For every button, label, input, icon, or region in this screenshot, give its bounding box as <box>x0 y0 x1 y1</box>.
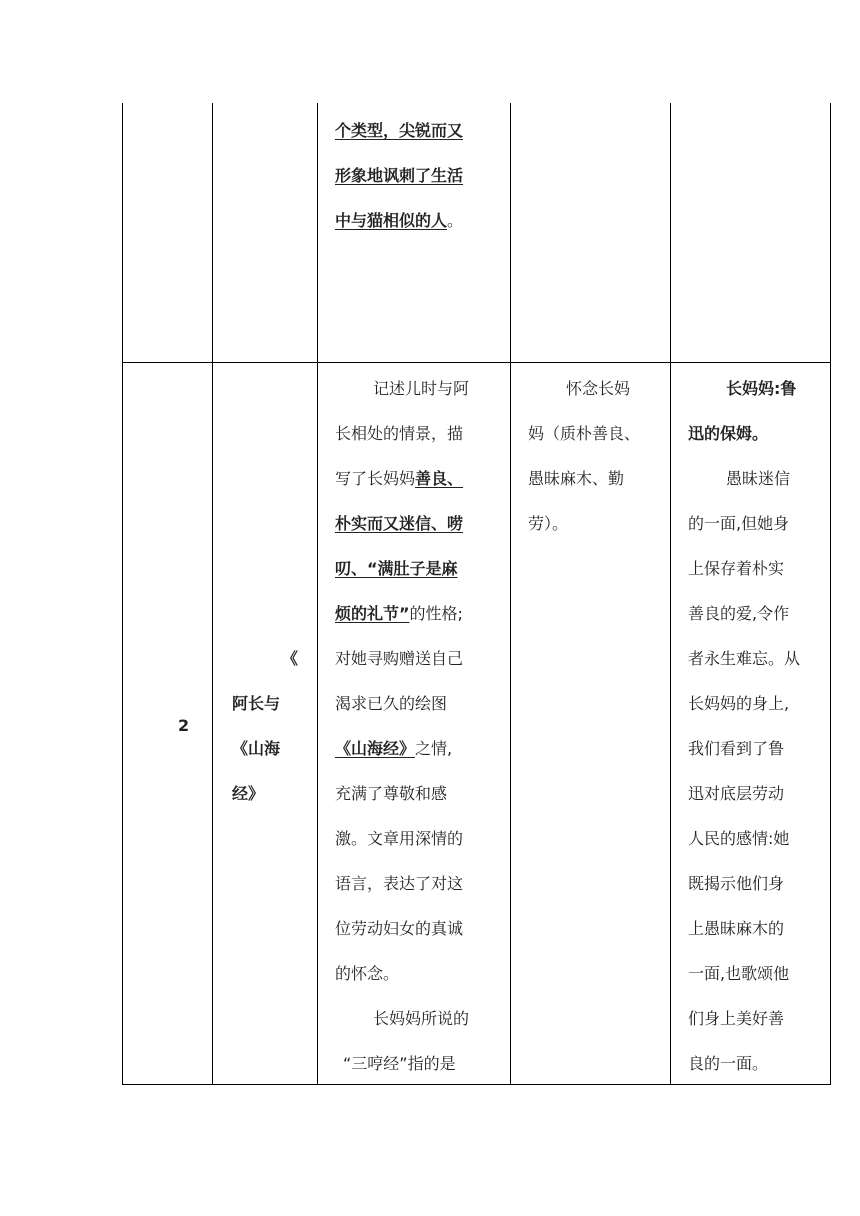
row2-summary-line <box>335 951 469 996</box>
row2-character-line <box>688 591 800 636</box>
row2-character-line <box>688 996 800 1041</box>
text-run: 形象地讽刺了生活 <box>335 166 464 185</box>
row2-title-line: 阿长与 <box>232 694 281 713</box>
text-run: 激。文章用深情的 <box>335 829 464 848</box>
row2-summary-line <box>335 726 469 771</box>
row2-theme-line: 劳）。 <box>528 514 569 533</box>
row2-character-line <box>688 636 800 681</box>
text-run: 善良、 <box>415 469 464 488</box>
row2-summary-cell <box>335 366 469 1086</box>
row2-summary-line <box>335 861 469 906</box>
text-run: 个类型，尖锐而又 <box>335 121 464 140</box>
row2-summary-line <box>335 546 469 591</box>
row2-summary-line <box>335 996 469 1041</box>
text-run: 迅对底层劳动 <box>688 784 785 803</box>
text-run: 。 <box>447 211 464 230</box>
row2-character-line <box>688 771 800 816</box>
text-run: 记述儿时与阿 <box>373 379 470 398</box>
row1-summary-line <box>335 198 463 243</box>
row2-summary-line <box>335 591 469 636</box>
row2-title-cell <box>232 636 298 816</box>
row2-summary-line <box>335 816 469 861</box>
text-run: 的怀念。 <box>335 964 400 983</box>
row2-character-line <box>688 816 800 861</box>
text-run: 上愚昧麻木的 <box>688 919 785 938</box>
text-run: 既揭示他们身 <box>688 874 785 893</box>
text-run: 长妈妈:鲁 <box>726 379 797 398</box>
row2-character-line <box>688 726 800 771</box>
text-run: 写了长妈妈 <box>335 469 416 488</box>
text-run: 迅的保姆。 <box>688 424 769 443</box>
row2-character-line <box>688 681 800 726</box>
row2-summary-line <box>335 411 469 456</box>
text-run: “三哼经”指的是 <box>343 1054 456 1073</box>
text-run: 《山海经》 <box>335 739 416 758</box>
table-row-divider <box>122 362 831 363</box>
text-run: 渴求已久的绘图 <box>335 694 448 713</box>
row2-title-line: 《 <box>282 649 299 668</box>
row2-summary-line <box>335 681 469 726</box>
text-run: 之情, <box>415 739 453 758</box>
text-run: 良的一面。 <box>688 1054 769 1073</box>
row2-character-cell <box>688 366 800 1086</box>
row2-number: 2 <box>178 716 190 735</box>
text-run: 朴实而又迷信、唠 <box>335 514 464 533</box>
table-col-divider-4 <box>670 103 671 1085</box>
table-col-divider-1 <box>212 103 213 1085</box>
row1-summary-cell <box>335 108 463 243</box>
row2-summary-line <box>335 456 469 501</box>
row2-character-line <box>688 951 800 996</box>
text-run: 对她寻购赠送自己 <box>335 649 464 668</box>
row2-character-line <box>688 411 800 456</box>
text-run: 的一面,但她身 <box>688 514 790 533</box>
row2-title-line: 《山海 <box>232 739 281 758</box>
row2-summary-line <box>335 906 469 951</box>
text-run: 长妈妈所说的 <box>373 1009 470 1028</box>
row2-summary-line <box>335 771 469 816</box>
row1-summary-line <box>335 153 463 198</box>
text-run: 语言，表达了对这 <box>335 874 464 893</box>
text-run: 我们看到了鲁 <box>688 739 785 758</box>
text-run: 的性格; <box>409 604 463 623</box>
text-run: 充满了尊敬和感 <box>335 784 448 803</box>
row2-summary-line <box>335 636 469 681</box>
table-col-divider-2 <box>317 103 318 1085</box>
row2-summary-line <box>335 366 469 411</box>
text-run: 愚昧迷信 <box>726 469 791 488</box>
row2-character-line <box>688 501 800 546</box>
row2-character-line <box>688 456 800 501</box>
row2-theme-line: 怀念长妈 <box>566 379 631 398</box>
text-run: 叨、“满肚子是麻 <box>335 559 458 578</box>
text-run: 人民的感情:她 <box>688 829 790 848</box>
row2-character-line <box>688 366 800 411</box>
text-run: 烦的礼节” <box>335 604 410 623</box>
table-border-right <box>830 103 831 1085</box>
row2-character-line <box>688 861 800 906</box>
text-run: 长妈妈的身上, <box>688 694 790 713</box>
text-run: 者永生难忘。从 <box>688 649 801 668</box>
table-col-divider-3 <box>510 103 511 1085</box>
text-run: 一面,也歌颂他 <box>688 964 790 983</box>
text-run: 中与猫相似的人 <box>335 211 448 230</box>
row2-theme-line: 妈（质朴善良、 <box>528 424 641 443</box>
row2-summary-line <box>335 1041 469 1086</box>
text-run: 善良的爱,令作 <box>688 604 790 623</box>
row2-theme-cell <box>528 366 640 546</box>
row2-character-line <box>688 1041 800 1086</box>
row1-summary-line <box>335 108 463 153</box>
text-run: 们身上美好善 <box>688 1009 785 1028</box>
row2-character-line <box>688 546 800 591</box>
row2-theme-line: 愚昧麻木、勤 <box>528 469 625 488</box>
row2-title-line: 经》 <box>232 784 265 803</box>
text-run: 长相处的情景，描 <box>335 424 464 443</box>
text-run: 上保存着朴实 <box>688 559 785 578</box>
row2-character-line <box>688 906 800 951</box>
text-run: 位劳动妇女的真诚 <box>335 919 464 938</box>
row2-summary-line <box>335 501 469 546</box>
table-border-left <box>122 103 123 1085</box>
